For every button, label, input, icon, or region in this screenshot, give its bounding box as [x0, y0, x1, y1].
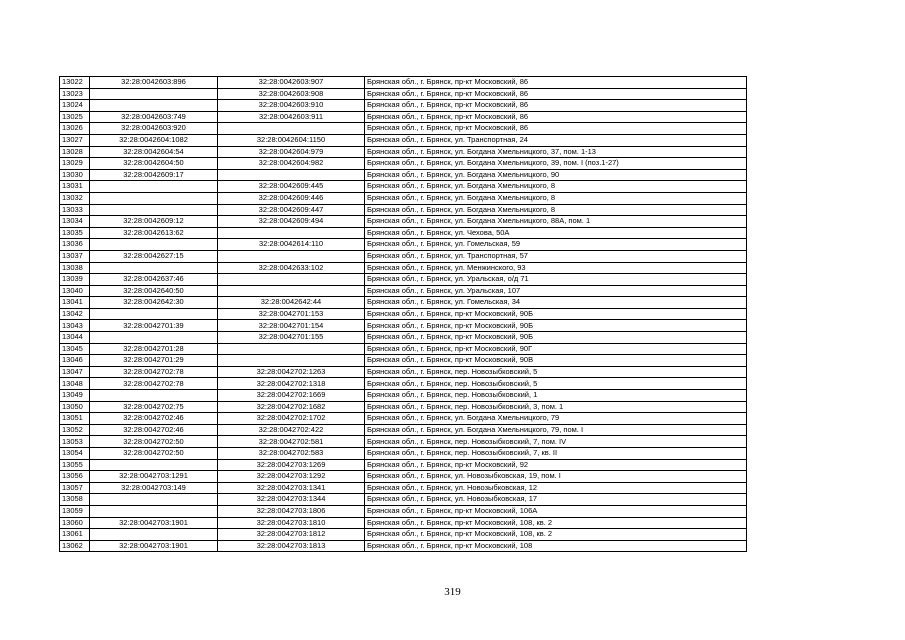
- land-cadastral-cell: 32:28:0042609:17: [90, 169, 218, 181]
- building-cadastral-cell: 32:28:0042703:1813: [218, 540, 365, 552]
- row-number-cell: 13057: [60, 482, 90, 494]
- address-cell: Брянская обл., г. Брянск, пер. Новозыбковский, 5: [365, 378, 747, 390]
- address-cell: Брянская обл., г. Брянск, пер. Новозыбковский, 1: [365, 390, 747, 402]
- row-number-cell: 13059: [60, 505, 90, 517]
- address-cell: Брянская обл., г. Брянск, ул. Богдана Хмельницкого, 37, пом. 1-13: [365, 146, 747, 158]
- table-row: [60, 227, 747, 239]
- table-row: [60, 540, 747, 552]
- building-cadastral-cell: 32:28:0042603:910: [218, 100, 365, 112]
- address-cell: Брянская обл., г. Брянск, пер. Новозыбковский, 7, кв. II: [365, 448, 747, 460]
- table-row: [60, 494, 747, 506]
- row-number-cell: 13028: [60, 146, 90, 158]
- building-cadastral-cell: 32:28:0042702:1669: [218, 390, 365, 402]
- address-cell: Брянская обл., г. Брянск, ул. Богдана Хмельницкого, 90: [365, 169, 747, 181]
- building-cadastral-cell: [218, 274, 365, 286]
- table-row: [60, 320, 747, 332]
- address-cell: Брянская обл., г. Брянск, пр-кт Московский, 86: [365, 111, 747, 123]
- row-number-cell: 13051: [60, 413, 90, 425]
- land-cadastral-cell: 32:28:0042603:920: [90, 123, 218, 135]
- table-row: [60, 332, 747, 344]
- address-cell: Брянская обл., г. Брянск, ул. Уральская, о/д 71: [365, 274, 747, 286]
- address-cell: Брянская обл., г. Брянск, ул. Транспортная, 24: [365, 134, 747, 146]
- land-cadastral-cell: 32:28:0042640:50: [90, 285, 218, 297]
- land-cadastral-cell: [90, 505, 218, 517]
- land-cadastral-cell: 32:28:0042701:39: [90, 320, 218, 332]
- land-cadastral-cell: 32:28:0042603:749: [90, 111, 218, 123]
- table-row: [60, 459, 747, 471]
- building-cadastral-cell: [218, 169, 365, 181]
- row-number-cell: 13062: [60, 540, 90, 552]
- registry-table-body: [60, 77, 747, 552]
- building-cadastral-cell: 32:28:0042603:908: [218, 88, 365, 100]
- address-cell: Брянская обл., г. Брянск, ул. Богдана Хмельницкого, 8: [365, 192, 747, 204]
- building-cadastral-cell: 32:28:0042701:154: [218, 320, 365, 332]
- building-cadastral-cell: 32:28:0042703:1341: [218, 482, 365, 494]
- land-cadastral-cell: 32:28:0042603:896: [90, 77, 218, 89]
- table-row: [60, 436, 747, 448]
- row-number-cell: 13058: [60, 494, 90, 506]
- building-cadastral-cell: 32:28:0042609:446: [218, 192, 365, 204]
- land-cadastral-cell: [90, 181, 218, 193]
- row-number-cell: 13044: [60, 332, 90, 344]
- table-row: [60, 239, 747, 251]
- row-number-cell: 13052: [60, 424, 90, 436]
- address-cell: Брянская обл., г. Брянск, пер. Новозыбковский, 7, пом. IV: [365, 436, 747, 448]
- address-cell: Брянская обл., г. Брянск, пр-кт Московский, 90Б: [365, 320, 747, 332]
- address-cell: Брянская обл., г. Брянск, пр-кт Московский, 86: [365, 88, 747, 100]
- address-cell: Брянская обл., г. Брянск, пр-кт Московский, 108, кв. 2: [365, 517, 747, 529]
- building-cadastral-cell: 32:28:0042633:102: [218, 262, 365, 274]
- building-cadastral-cell: 32:28:0042703:1269: [218, 459, 365, 471]
- land-cadastral-cell: 32:28:0042702:50: [90, 448, 218, 460]
- row-number-cell: 13042: [60, 308, 90, 320]
- building-cadastral-cell: 32:28:0042702:581: [218, 436, 365, 448]
- table-row: [60, 308, 747, 320]
- land-cadastral-cell: 32:28:0042703:149: [90, 482, 218, 494]
- address-cell: Брянская обл., г. Брянск, пр-кт Московский, 86: [365, 100, 747, 112]
- address-cell: Брянская обл., г. Брянск, пр-кт Московский, 92: [365, 459, 747, 471]
- land-cadastral-cell: [90, 100, 218, 112]
- table-row: [60, 111, 747, 123]
- land-cadastral-cell: [90, 308, 218, 320]
- land-cadastral-cell: [90, 204, 218, 216]
- address-cell: Брянская обл., г. Брянск, ул. Новозыбковская, 12: [365, 482, 747, 494]
- land-cadastral-cell: [90, 192, 218, 204]
- table-row: [60, 505, 747, 517]
- building-cadastral-cell: 32:28:0042702:422: [218, 424, 365, 436]
- address-cell: Брянская обл., г. Брянск, ул. Чехова, 50А: [365, 227, 747, 239]
- row-number-cell: 13060: [60, 517, 90, 529]
- table-row: [60, 134, 747, 146]
- building-cadastral-cell: 32:28:0042702:1682: [218, 401, 365, 413]
- building-cadastral-cell: 32:28:0042609:445: [218, 181, 365, 193]
- building-cadastral-cell: 32:28:0042609:494: [218, 216, 365, 228]
- row-number-cell: 13030: [60, 169, 90, 181]
- building-cadastral-cell: 32:28:0042604:1150: [218, 134, 365, 146]
- building-cadastral-cell: 32:28:0042703:1344: [218, 494, 365, 506]
- table-row: [60, 100, 747, 112]
- row-number-cell: 13032: [60, 192, 90, 204]
- table-row: [60, 343, 747, 355]
- land-cadastral-cell: 32:28:0042703:1291: [90, 471, 218, 483]
- table-row: [60, 390, 747, 402]
- table-row: [60, 448, 747, 460]
- land-cadastral-cell: [90, 332, 218, 344]
- address-cell: Брянская обл., г. Брянск, пр-кт Московский, 108, кв. 2: [365, 529, 747, 541]
- table-row: [60, 471, 747, 483]
- address-cell: Брянская обл., г. Брянск, ул. Богдана Хмельницкого, 79, пом. I: [365, 424, 747, 436]
- land-cadastral-cell: 32:28:0042702:46: [90, 413, 218, 425]
- address-cell: Брянская обл., г. Брянск, ул. Транспортная, 57: [365, 250, 747, 262]
- building-cadastral-cell: [218, 250, 365, 262]
- building-cadastral-cell: 32:28:0042702:583: [218, 448, 365, 460]
- building-cadastral-cell: 32:28:0042701:153: [218, 308, 365, 320]
- land-cadastral-cell: [90, 88, 218, 100]
- table-row: [60, 517, 747, 529]
- land-cadastral-cell: 32:28:0042604:1082: [90, 134, 218, 146]
- building-cadastral-cell: 32:28:0042603:907: [218, 77, 365, 89]
- table-row: [60, 216, 747, 228]
- row-number-cell: 13043: [60, 320, 90, 332]
- land-cadastral-cell: [90, 494, 218, 506]
- land-cadastral-cell: 32:28:0042702:78: [90, 366, 218, 378]
- table-row: [60, 529, 747, 541]
- table-row: [60, 181, 747, 193]
- row-number-cell: 13045: [60, 343, 90, 355]
- row-number-cell: 13034: [60, 216, 90, 228]
- building-cadastral-cell: 32:28:0042604:982: [218, 158, 365, 170]
- page-number: 319: [444, 586, 461, 598]
- address-cell: Брянская обл., г. Брянск, пр-кт Московский, 90Г: [365, 343, 747, 355]
- row-number-cell: 13041: [60, 297, 90, 309]
- land-cadastral-cell: 32:28:0042627:15: [90, 250, 218, 262]
- address-cell: Брянская обл., г. Брянск, пр-кт Московский, 108: [365, 540, 747, 552]
- building-cadastral-cell: [218, 343, 365, 355]
- land-cadastral-cell: 32:28:0042702:46: [90, 424, 218, 436]
- building-cadastral-cell: 32:28:0042702:1263: [218, 366, 365, 378]
- table-row: [60, 482, 747, 494]
- land-cadastral-cell: 32:28:0042604:50: [90, 158, 218, 170]
- address-cell: Брянская обл., г. Брянск, ул. Менжинского, 93: [365, 262, 747, 274]
- table-row: [60, 204, 747, 216]
- table-row: [60, 77, 747, 89]
- land-cadastral-cell: 32:28:0042702:75: [90, 401, 218, 413]
- table-row: [60, 274, 747, 286]
- row-number-cell: 13046: [60, 355, 90, 367]
- row-number-cell: 13050: [60, 401, 90, 413]
- table-row: [60, 169, 747, 181]
- address-cell: Брянская обл., г. Брянск, ул. Новозыбковская, 19, пом. I: [365, 471, 747, 483]
- address-cell: Брянская обл., г. Брянск, пер. Новозыбковский, 3, пом. 1: [365, 401, 747, 413]
- building-cadastral-cell: 32:28:0042703:1812: [218, 529, 365, 541]
- table-row: [60, 366, 747, 378]
- address-cell: Брянская обл., г. Брянск, пр-кт Московский, 86: [365, 123, 747, 135]
- land-cadastral-cell: 32:28:0042604:54: [90, 146, 218, 158]
- building-cadastral-cell: 32:28:0042702:1702: [218, 413, 365, 425]
- row-number-cell: 13040: [60, 285, 90, 297]
- land-cadastral-cell: 32:28:0042637:46: [90, 274, 218, 286]
- row-number-cell: 13054: [60, 448, 90, 460]
- table-row: [60, 413, 747, 425]
- building-cadastral-cell: 32:28:0042702:1318: [218, 378, 365, 390]
- building-cadastral-cell: 32:28:0042703:1292: [218, 471, 365, 483]
- table-row: [60, 297, 747, 309]
- address-cell: Брянская обл., г. Брянск, ул. Гомельская, 59: [365, 239, 747, 251]
- row-number-cell: 13038: [60, 262, 90, 274]
- land-cadastral-cell: 32:28:0042703:1901: [90, 517, 218, 529]
- address-cell: Брянская обл., г. Брянск, пер. Новозыбковский, 5: [365, 366, 747, 378]
- building-cadastral-cell: 32:28:0042703:1810: [218, 517, 365, 529]
- building-cadastral-cell: 32:28:0042642:44: [218, 297, 365, 309]
- row-number-cell: 13039: [60, 274, 90, 286]
- building-cadastral-cell: [218, 227, 365, 239]
- land-cadastral-cell: 32:28:0042642:30: [90, 297, 218, 309]
- table-row: [60, 146, 747, 158]
- row-number-cell: 13061: [60, 529, 90, 541]
- land-cadastral-cell: [90, 239, 218, 251]
- registry-table: [59, 76, 747, 552]
- table-row: [60, 192, 747, 204]
- land-cadastral-cell: [90, 529, 218, 541]
- row-number-cell: 13055: [60, 459, 90, 471]
- land-cadastral-cell: 32:28:0042702:50: [90, 436, 218, 448]
- address-cell: Брянская обл., г. Брянск, ул. Богдана Хмельницкого, 39, пом. I (поз.1-27): [365, 158, 747, 170]
- row-number-cell: 13036: [60, 239, 90, 251]
- land-cadastral-cell: 32:28:0042703:1901: [90, 540, 218, 552]
- row-number-cell: 13024: [60, 100, 90, 112]
- address-cell: Брянская обл., г. Брянск, пр-кт Московский, 90Б: [365, 332, 747, 344]
- building-cadastral-cell: 32:28:0042703:1806: [218, 505, 365, 517]
- table-row: [60, 158, 747, 170]
- building-cadastral-cell: [218, 355, 365, 367]
- building-cadastral-cell: 32:28:0042603:911: [218, 111, 365, 123]
- row-number-cell: 13022: [60, 77, 90, 89]
- row-number-cell: 13031: [60, 181, 90, 193]
- land-cadastral-cell: 32:28:0042609:12: [90, 216, 218, 228]
- row-number-cell: 13033: [60, 204, 90, 216]
- building-cadastral-cell: 32:28:0042609:447: [218, 204, 365, 216]
- row-number-cell: 13056: [60, 471, 90, 483]
- table-row: [60, 88, 747, 100]
- building-cadastral-cell: 32:28:0042604:979: [218, 146, 365, 158]
- land-cadastral-cell: 32:28:0042701:28: [90, 343, 218, 355]
- row-number-cell: 13035: [60, 227, 90, 239]
- address-cell: Брянская обл., г. Брянск, ул. Богдана Хмельницкого, 8: [365, 204, 747, 216]
- table-row: [60, 355, 747, 367]
- building-cadastral-cell: 32:28:0042614:110: [218, 239, 365, 251]
- land-cadastral-cell: [90, 262, 218, 274]
- building-cadastral-cell: [218, 123, 365, 135]
- row-number-cell: 13053: [60, 436, 90, 448]
- table-row: [60, 262, 747, 274]
- table-row: [60, 285, 747, 297]
- table-row: [60, 378, 747, 390]
- table-row: [60, 401, 747, 413]
- address-cell: Брянская обл., г. Брянск, пр-кт Московский, 106А: [365, 505, 747, 517]
- address-cell: Брянская обл., г. Брянск, ул. Гомельская, 34: [365, 297, 747, 309]
- row-number-cell: 13047: [60, 366, 90, 378]
- land-cadastral-cell: [90, 390, 218, 402]
- row-number-cell: 13025: [60, 111, 90, 123]
- address-cell: Брянская обл., г. Брянск, пр-кт Московский, 90В: [365, 355, 747, 367]
- land-cadastral-cell: [90, 459, 218, 471]
- address-cell: Брянская обл., г. Брянск, ул. Новозыбковская, 17: [365, 494, 747, 506]
- row-number-cell: 13037: [60, 250, 90, 262]
- table-row: [60, 424, 747, 436]
- row-number-cell: 13049: [60, 390, 90, 402]
- row-number-cell: 13026: [60, 123, 90, 135]
- address-cell: Брянская обл., г. Брянск, ул. Богдана Хмельницкого, 88А, пом. 1: [365, 216, 747, 228]
- table-row: [60, 250, 747, 262]
- land-cadastral-cell: 32:28:0042613:62: [90, 227, 218, 239]
- row-number-cell: 13029: [60, 158, 90, 170]
- building-cadastral-cell: [218, 285, 365, 297]
- land-cadastral-cell: 32:28:0042702:78: [90, 378, 218, 390]
- address-cell: Брянская обл., г. Брянск, ул. Богдана Хмельницкого, 79: [365, 413, 747, 425]
- land-cadastral-cell: 32:28:0042701:29: [90, 355, 218, 367]
- building-cadastral-cell: 32:28:0042701:155: [218, 332, 365, 344]
- address-cell: Брянская обл., г. Брянск, пр-кт Московский, 86: [365, 77, 747, 89]
- address-cell: Брянская обл., г. Брянск, пр-кт Московский, 90Б: [365, 308, 747, 320]
- row-number-cell: 13023: [60, 88, 90, 100]
- row-number-cell: 13027: [60, 134, 90, 146]
- row-number-cell: 13048: [60, 378, 90, 390]
- address-cell: Брянская обл., г. Брянск, ул. Богдана Хмельницкого, 8: [365, 181, 747, 193]
- address-cell: Брянская обл., г. Брянск, ул. Уральская, 107: [365, 285, 747, 297]
- table-row: [60, 123, 747, 135]
